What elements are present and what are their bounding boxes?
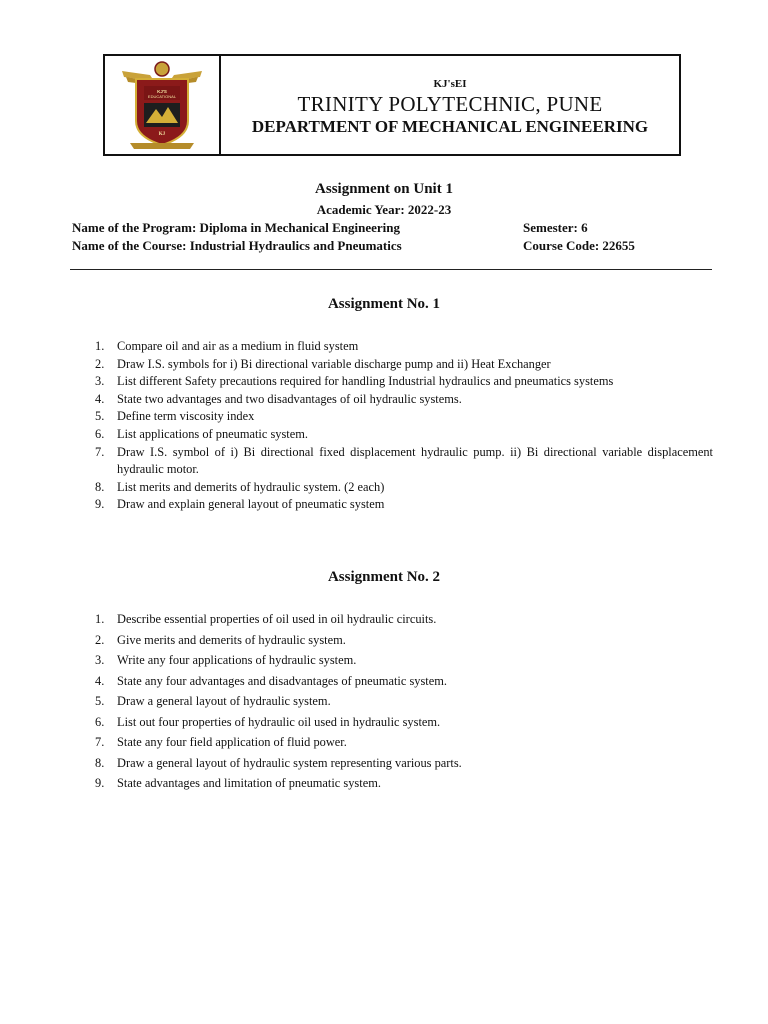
list-item: [95, 356, 713, 374]
item-number: 8.: [95, 479, 105, 494]
item-text: Describe essential properties of oil used in oil hydraulic circuits.: [117, 612, 437, 626]
assignment-title: Assignment on Unit 1: [315, 181, 453, 197]
item-number: 5.: [95, 694, 105, 708]
item-text: State any four field application of fluid power.: [117, 735, 347, 749]
list-item: [95, 630, 713, 651]
item-text: List applications of pneumatic system.: [117, 426, 308, 441]
list-item: [95, 650, 713, 671]
assignment-1-heading: Assignment No. 1: [327, 296, 441, 312]
item-text: Compare oil and air as a medium in fluid system: [117, 339, 359, 353]
item-text: Give merits and demerits of hydraulic system.: [117, 632, 346, 647]
program-name: Name of the Program: Diploma in Mechanical Engineering: [72, 220, 400, 235]
list-item: [95, 712, 713, 733]
list-item: [95, 773, 713, 794]
item-number: 8.: [95, 755, 105, 770]
list-item: [95, 691, 713, 712]
course-code: Course Code: 22655: [523, 238, 635, 253]
assignment-2-heading: Assignment No. 2: [327, 569, 441, 585]
item-text: Define term viscosity index: [117, 409, 255, 424]
item-number: 1.: [95, 339, 105, 353]
item-number: 7.: [95, 735, 105, 749]
item-text: State two advantages and two disadvantages of oil hydraulic systems.: [117, 391, 462, 406]
item-text: Draw I.S. symbols for i) Bi directional variable discharge pump and ii) Heat Exchanger: [117, 356, 551, 371]
item-text: State any four advantages and disadvantages of pneumatic system.: [117, 673, 447, 688]
item-number: 9.: [95, 497, 105, 512]
assignment-2-list: [95, 609, 713, 794]
item-text: Draw a general layout of hydraulic system.: [117, 694, 331, 708]
item-number: 1.: [95, 612, 105, 626]
list-item: [95, 391, 713, 409]
divider: [70, 269, 712, 270]
item-text: Draw and explain general layout of pneumatic system: [117, 497, 385, 512]
item-number: 3.: [95, 653, 105, 667]
logo-cell: [105, 56, 221, 154]
list-item: [95, 479, 713, 497]
logo-text: KJ'S: [157, 89, 167, 94]
item-number: 6.: [95, 714, 105, 729]
svg-text:EDUCATIONAL: EDUCATIONAL: [147, 94, 177, 99]
institute-logo-icon: [120, 59, 204, 151]
list-item: [95, 671, 713, 692]
department-name: DEPARTMENT OF MECHANICAL ENGINEERING: [251, 117, 649, 136]
list-item: [95, 408, 713, 426]
list-item: [95, 496, 713, 514]
institute-short-name: KJ'sEI: [433, 78, 467, 90]
item-number: 6.: [95, 426, 105, 441]
item-text: List merits and demerits of hydraulic system. (2 each): [117, 479, 385, 494]
assignment-1-list: [95, 338, 713, 514]
letterhead: [103, 54, 681, 156]
item-text: State advantages and limitation of pneumatic system.: [117, 776, 381, 790]
item-number: 4.: [95, 673, 105, 688]
item-number: 5.: [95, 409, 105, 424]
item-text: Draw a general layout of hydraulic system representing various parts.: [117, 755, 462, 770]
item-number: 2.: [95, 356, 105, 371]
list-item: [95, 426, 713, 444]
item-text: Draw I.S. symbol of i) Bi directional fixed displacement hydraulic pump. ii) Bi directional variable displacement hydraulic motor.: [117, 444, 713, 477]
list-item: [95, 732, 713, 753]
item-number: 7.: [95, 444, 105, 459]
list-item: [95, 444, 713, 479]
course-name: Name of the Course: Industrial Hydraulics and Pneumatics: [72, 238, 402, 253]
list-item: [95, 373, 713, 391]
svg-text:KJ: KJ: [158, 132, 166, 137]
institute-name: TRINITY POLYTECHNIC, PUNE: [297, 92, 603, 116]
item-text: List different Safety precautions required for handling Industrial hydraulics and pneumatics systems: [117, 374, 614, 389]
item-number: 4.: [95, 391, 105, 406]
letterhead-title: [221, 56, 679, 154]
academic-year: Academic Year: 2022-23: [316, 202, 452, 217]
course-row: [72, 238, 712, 254]
item-number: 2.: [95, 632, 105, 647]
program-row: [72, 220, 712, 236]
item-text: Write any four applications of hydraulic system.: [117, 653, 357, 667]
item-number: 3.: [95, 374, 105, 389]
list-item: [95, 753, 713, 774]
list-item: [95, 338, 713, 356]
semester: Semester: 6: [523, 220, 588, 235]
list-item: [95, 609, 713, 630]
item-text: List out four properties of hydraulic oil used in hydraulic system.: [117, 714, 441, 729]
item-number: 9.: [95, 776, 105, 790]
